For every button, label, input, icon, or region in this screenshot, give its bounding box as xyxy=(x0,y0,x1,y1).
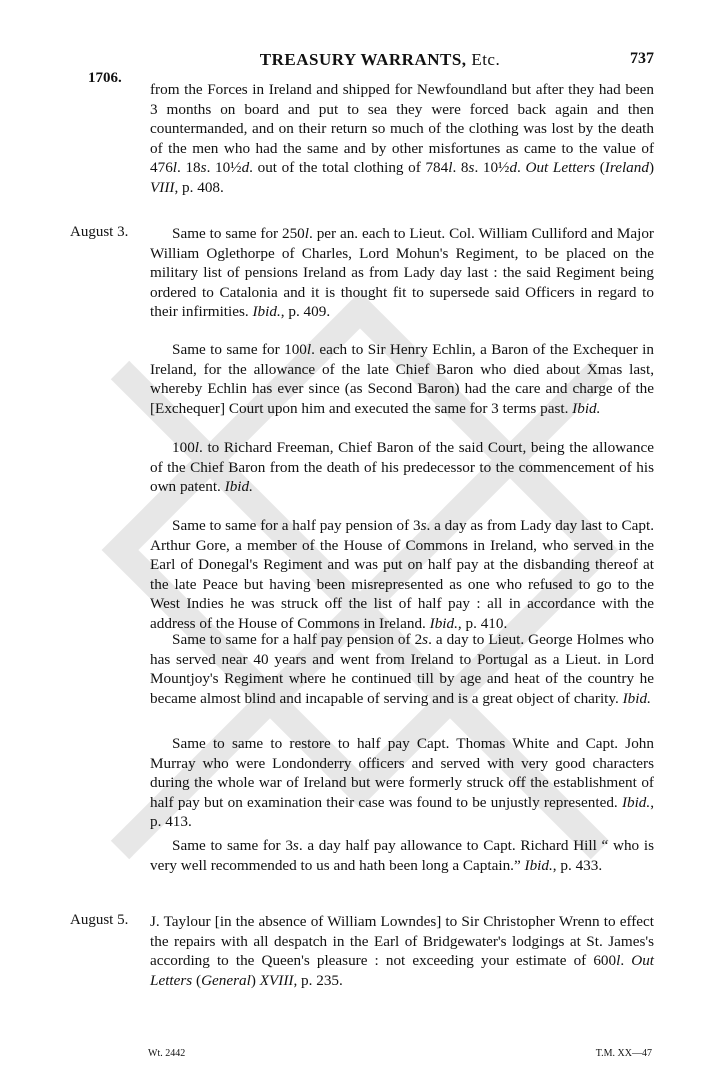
entry-text: Same to same for a half pay pension of 2s. a day to Lieut. George Holmes who has served near 40 years and went from Ireland to Portugal as a Lieut. in Lord Mountjoy's Regiment where he continued till by age and heat of the country he became almost blind and incapable of serving and is a great object of charity. Ibid. xyxy=(150,631,654,707)
entry-text: Same to same to restore to half pay Capt. Thomas White and Capt. John Murray who were Londonderry officers and served with very good characters during the whole war of Ireland but were formerly struck off the establishment of half pay but on examination their case was found to be unjustly represented. Ibid., p. 413. xyxy=(150,735,654,830)
entry-date: August 3. xyxy=(70,224,129,240)
entry-text: 100l. to Richard Freeman, Chief Baron of the said Court, being the allowance of the Chief Baron from the death of his predecessor to the commencement of his own patent. Ibid. xyxy=(150,439,654,495)
entry-text: Same to same for 250l. per an. each to Lieut. Col. William Culliford and Major William Oglethorpe of Charles, Lord Mohun's Regiment, to be placed on the military list of pensions Ireland as from Lady day last : the said Regiment being ordered to Catalonia and it is thought fit to supersede said Officers in regard to their infirmities. Ibid., p. 409. xyxy=(150,225,654,320)
entry-text: Same to same for 100l. each to Sir Henry Echlin, a Baron of the Exchequer in Ireland, for the allowance of the late Chief Baron who died about Xmas last, whereby Echlin has ever since (as Second Baron) had the care and charge of the [Exchequer] Court upon him and executed the same for 3 terms past. Ibid. xyxy=(150,341,654,417)
page-number: 737 xyxy=(630,50,654,67)
entry-text: from the Forces in Ireland and shipped for Newfoundland but after they had been 3 months on board and put to sea they were forced back again and then countermanded, and on their return so much of the clothing was lost by the death of the men who had the same and by other misfortunes as came to the value of 476l. 18s. 10½d. out of the total clothing of 784l. 8s. 10½d. Out Letters (Ireland) VIII, p. 408. xyxy=(150,81,655,196)
running-title xyxy=(200,50,560,70)
running-title-suffix: Etc. xyxy=(471,50,501,69)
footer-warrant-number: Wt. 2442 xyxy=(148,1048,186,1059)
year-marker: 1706. xyxy=(88,70,122,86)
entry-text: Same to same for 3s. a day half pay allowance to Capt. Richard Hill “ who is very well recommended to us and hath been long a Captain.” Ibid., p. 433. xyxy=(150,837,654,874)
running-title-main: TREASURY WARRANTS, xyxy=(259,50,467,69)
entry-date: August 5. xyxy=(70,912,129,928)
footer-signature-mark: T.M. XX—47 xyxy=(595,1048,652,1059)
entry-text: J. Taylour [in the absence of William Lowndes] to Sir Christopher Wrenn to effect the repairs with all despatch in the Earl of Bridgewater's lodgings at St. James's according to the Queen's pleasure : not exceeding your estimate of 600l. Out Letters (General) XVIII, p. 235. xyxy=(150,913,655,989)
entry-text: Same to same for a half pay pension of 3s. a day as from Lady day last to Capt. Arthur Gore, a member of the House of Commons in Ireland, who served in the Earl of Donegal's Regiment and was put on half pay at the disbanding thereof at the late Peace but having been misrepresented as one who refused to go to the West Indies he was struck off the list of half pay : all in accordance with the address of the House of Commons in Ireland. Ibid., p. 410. xyxy=(150,517,654,632)
